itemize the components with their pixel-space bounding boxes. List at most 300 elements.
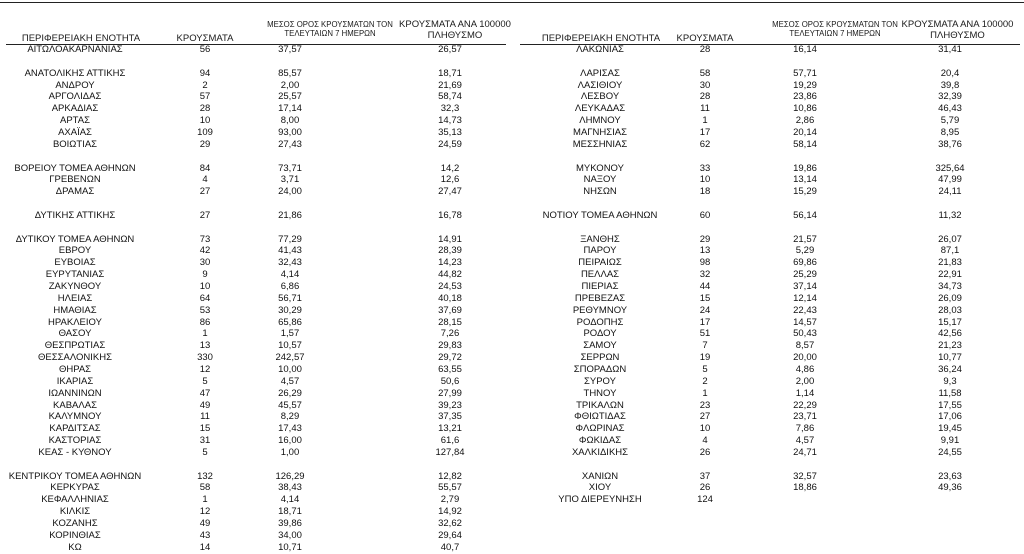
avg-cell: 32,57 [793, 470, 817, 482]
avg-cell: 50,43 [793, 328, 817, 340]
cases-cell: 13 [199, 340, 211, 352]
region-name-cell: ΑΝΔΡΟΥ [55, 79, 95, 91]
region-name-cell: ΥΠΟ ΔΙΕΡΕΥΝΗΣΗ [558, 494, 642, 506]
region-name-cell: ΦΘΙΩΤΙΔΑΣ [574, 411, 626, 423]
region-name-cell: ΔΥΤΙΚΟΥ ΤΟΜΕΑ ΑΘΗΝΩΝ [15, 233, 135, 245]
per-100000-cell: 15,17 [938, 316, 962, 328]
avg-cell: 5,29 [795, 245, 815, 257]
cases-cell: 53 [199, 304, 211, 316]
table-row [520, 281, 1024, 293]
region-name-cell: ΕΥΡΥΤΑΝΙΑΣ [45, 269, 105, 281]
avg-cell: 23,86 [793, 91, 817, 103]
table-row [520, 127, 1024, 139]
table-row [520, 423, 1024, 435]
cases-cell: 5 [202, 375, 208, 387]
cases-cell: 73 [199, 233, 211, 245]
cases-cell: 2 [202, 79, 208, 91]
per-100000-cell: 23,63 [938, 470, 962, 482]
region-name-cell: ΧΑΛΚΙΔΙΚΗΣ [571, 446, 629, 458]
per-100000-cell: 9,3 [943, 375, 957, 387]
avg-cell: 13,14 [793, 174, 817, 186]
region-name-cell: ΔΡΑΜΑΣ [55, 186, 95, 198]
region-name-cell: ΘΕΣΠΡΩΤΙΑΣ [44, 340, 106, 352]
per-100000-cell: 21,23 [938, 340, 962, 352]
header-cases: ΚΡΟΥΣΜΑΤΑ [176, 33, 234, 44]
per-100000-cell: 21,83 [938, 257, 962, 269]
per-100000-cell: 12,6 [440, 174, 460, 186]
avg-cell: 126,29 [275, 470, 305, 482]
avg-cell: 22,43 [793, 304, 817, 316]
per-100000-cell: 36,24 [938, 363, 962, 375]
region-name-cell: ΞΑΝΘΗΣ [580, 233, 620, 245]
table-row [0, 257, 510, 269]
per-100000-cell: 40,18 [438, 292, 462, 304]
cases-cell: 18 [699, 186, 711, 198]
table-row [0, 91, 510, 103]
region-name-cell: ΠΕΙΡΑΙΩΣ [578, 257, 622, 269]
avg-cell: 30,29 [278, 304, 302, 316]
per-100000-cell: 29,64 [438, 529, 462, 541]
table-row [520, 139, 1024, 151]
header-per-line2: ΠΛΗΘΥΣΜΟ [930, 30, 985, 41]
cases-cell: 4 [702, 435, 708, 447]
cases-cell: 9 [202, 269, 208, 281]
header-per-line2: ΠΛΗΘΥΣΜΟ [427, 30, 483, 41]
table-row [0, 364, 510, 376]
avg-cell: 4,57 [795, 435, 815, 447]
table-row [0, 352, 510, 364]
table-row [520, 80, 1024, 92]
table-row [520, 174, 1024, 186]
region-name-cell: ΠΙΕΡΙΑΣ [581, 281, 619, 292]
avg-cell: 2,00 [795, 375, 815, 387]
table-row [0, 234, 510, 246]
region-name-cell: ΗΡΑΚΛΕΙΟΥ [48, 316, 102, 328]
avg-cell: 7,86 [795, 423, 815, 435]
table-row [520, 471, 1024, 483]
cases-cell: 23 [699, 399, 711, 411]
per-100000-cell: 20,4 [940, 67, 960, 79]
avg-cell: 18,71 [278, 506, 302, 518]
avg-cell: 2,86 [795, 115, 815, 127]
per-100000-cell: 24,53 [438, 281, 462, 292]
table-row [520, 210, 1024, 222]
table-row [0, 305, 510, 317]
region-name-cell: ΓΡΕΒΕΝΩΝ [49, 174, 101, 186]
per-100000-cell: 14,23 [438, 257, 462, 269]
per-100000-cell: 40,7 [440, 541, 460, 553]
avg-cell: 16,14 [793, 44, 817, 55]
table-row [0, 340, 510, 352]
cases-cell: 86 [199, 316, 211, 328]
header-per-100000 [395, 19, 515, 41]
region-name-cell: ΚΑΣΤΟΡΙΑΣ [48, 435, 102, 447]
region-name-cell: ΡΕΘΥΜΝΟΥ [572, 304, 628, 316]
region-name-cell: ΤΡΙΚΑΛΩΝ [576, 399, 624, 411]
table-row [0, 127, 510, 139]
table-row [0, 328, 510, 340]
table-row [0, 411, 510, 423]
per-100000-cell: 11,32 [938, 209, 962, 221]
region-name-cell: ΛΕΥΚΑΔΑΣ [574, 103, 626, 115]
cases-cell: 84 [199, 162, 211, 174]
avg-cell: 18,86 [793, 482, 817, 494]
avg-cell: 20,00 [793, 352, 817, 364]
region-name-cell: ΛΑΡΙΣΑΣ [580, 67, 620, 79]
table-row [520, 447, 1024, 459]
per-100000-cell: 38,76 [938, 138, 962, 150]
cases-cell: 57 [199, 91, 211, 103]
table-row [520, 317, 1024, 329]
avg-cell: 26,29 [278, 387, 302, 399]
per-100000-cell: 29,72 [438, 352, 462, 364]
cases-cell: 58 [699, 67, 711, 79]
table-row [0, 293, 510, 305]
cases-cell: 33 [699, 162, 711, 174]
region-name-cell: ΚΙΛΚΙΣ [59, 506, 91, 518]
table-row [0, 68, 510, 80]
region-name-cell: ΒΟΡΕΙΟΥ ΤΟΜΕΑ ΑΘΗΝΩΝ [14, 162, 136, 174]
cases-cell: 14 [199, 541, 211, 553]
avg-cell: 69,86 [793, 257, 817, 269]
table-row [520, 245, 1024, 257]
per-100000-cell: 39,23 [438, 399, 462, 411]
region-name-cell: ΑΡΓΟΛΙΔΑΣ [48, 91, 102, 103]
cases-cell: 28 [699, 91, 711, 103]
region-name-cell: ΗΜΑΘΙΑΣ [53, 304, 97, 316]
avg-cell: 65,86 [278, 316, 302, 328]
header-region: ΠΕΡΙΦΕΡΕΙΑΚΗ ΕΝΟΤΗΤΑ [21, 33, 141, 44]
region-name-cell: ΠΡΕΒΕΖΑΣ [574, 292, 626, 304]
table-row [520, 115, 1024, 127]
table-row [520, 435, 1024, 447]
cases-cell: 11 [700, 103, 710, 115]
table-row [0, 269, 510, 281]
cases-cell: 1 [702, 115, 708, 127]
per-100000-cell: 13,21 [438, 423, 462, 435]
cases-cell: 12 [199, 363, 211, 375]
cases-cell: 1 [702, 387, 708, 399]
table-row [0, 317, 510, 329]
cases-cell: 4 [202, 174, 208, 186]
cases-cell: 42 [199, 245, 211, 257]
cases-cell: 49 [199, 518, 211, 529]
table-row [520, 388, 1024, 400]
avg-cell: 4,86 [795, 363, 815, 375]
per-100000-cell: 24,55 [938, 446, 962, 458]
per-100000-cell: 14,73 [438, 115, 462, 127]
cases-cell: 10 [699, 174, 711, 186]
cases-cell: 11 [200, 411, 210, 423]
avg-cell: 41,43 [278, 245, 302, 257]
region-name-cell: ΦΩΚΙΔΑΣ [578, 435, 622, 447]
per-100000-cell: 35,13 [438, 126, 462, 138]
avg-cell: 20,14 [793, 126, 817, 138]
table-row [0, 471, 510, 483]
region-name-cell: ΠΕΛΛΑΣ [580, 269, 620, 281]
region-name-cell: ΜΕΣΣΗΝΙΑΣ [572, 138, 628, 150]
header-avg-line1: ΜΕΣΟΣ ΟΡΟΣ ΚΡΟΥΣΜΑΤΩΝ ΤΟΝ [267, 20, 393, 29]
region-name-cell: ΑΧΑΪΑΣ [58, 126, 92, 138]
per-100000-cell: 9,91 [940, 435, 960, 447]
avg-cell: 77,29 [278, 233, 302, 245]
cases-cell: 17 [699, 126, 711, 138]
per-100000-cell: 61,6 [440, 435, 460, 447]
table-row [0, 115, 510, 127]
avg-cell: 37,57 [278, 44, 302, 55]
table-row [520, 328, 1024, 340]
region-name-cell: ΛΗΜΝΟΥ [579, 115, 621, 127]
per-100000-cell: 12,82 [438, 470, 462, 482]
table-row [520, 494, 1024, 506]
cases-cell: 29 [699, 233, 711, 245]
region-name-cell: ΗΛΕΙΑΣ [57, 292, 93, 304]
cases-cell: 49 [199, 399, 211, 411]
per-100000-cell: 26,57 [438, 44, 462, 55]
table-row [0, 163, 510, 175]
cases-cell: 37 [699, 470, 711, 482]
per-100000-cell: 14,92 [438, 506, 462, 518]
avg-cell: 58,14 [793, 138, 817, 150]
header-avg-line2: ΤΕΛΕΥΤΑΙΩΝ 7 ΗΜΕΡΩΝ [284, 29, 376, 38]
region-name-cell: ΝΗΣΩΝ [583, 186, 617, 198]
avg-cell: 27,43 [278, 138, 302, 150]
region-name-cell: ΛΕΣΒΟΥ [580, 91, 620, 103]
cases-cell: 2 [702, 375, 708, 387]
table-row [520, 91, 1024, 103]
region-name-cell: ΡΟΔΟΠΗΣ [576, 316, 624, 328]
region-name-cell: ΛΑΚΩΝΙΑΣ [576, 44, 624, 55]
avg-cell: 8,00 [280, 115, 300, 127]
cases-cell: 330 [197, 352, 213, 364]
table-row [520, 411, 1024, 423]
per-100000-cell: 28,03 [938, 304, 962, 316]
avg-cell: 10,86 [793, 103, 817, 115]
avg-cell: 14,57 [793, 316, 817, 328]
table-row [0, 103, 510, 115]
per-100000-cell: 19,45 [938, 423, 962, 435]
per-100000-cell: 32,39 [938, 91, 962, 103]
table-row [520, 293, 1024, 305]
cases-cell: 62 [699, 138, 711, 150]
avg-cell: 1,00 [280, 446, 300, 458]
header-per-line1: ΚΡΟΥΣΜΑΤΑ ΑΝΑ 100000 [901, 19, 1014, 30]
table-row [0, 447, 510, 459]
table-row [0, 174, 510, 186]
avg-cell: 2,00 [280, 79, 300, 91]
per-100000-cell: 44,82 [438, 269, 462, 281]
region-name-cell: ΙΩΑΝΝΙΝΩΝ [48, 387, 102, 399]
avg-cell: 1,14 [795, 387, 815, 399]
table-row [520, 352, 1024, 364]
avg-cell: 3,71 [280, 174, 300, 186]
cases-cell: 24 [699, 304, 711, 316]
region-name-cell: ΒΟΙΩΤΙΑΣ [52, 138, 98, 150]
per-100000-cell: 37,35 [438, 411, 462, 423]
region-name-cell: ΖΑΚΥΝΘΟΥ [48, 281, 102, 292]
per-100000-cell: 39,8 [940, 79, 960, 91]
cases-cell: 1 [202, 494, 208, 506]
table-row [520, 269, 1024, 281]
region-name-cell: ΚΕΑΣ - ΚΥΘΝΟΥ [38, 446, 112, 458]
per-100000-cell: 325,64 [935, 162, 965, 174]
cases-cell: 109 [197, 126, 213, 138]
avg-cell: 10,57 [278, 340, 302, 352]
cases-cell: 51 [699, 328, 711, 340]
per-100000-cell: 18,71 [438, 67, 462, 79]
table-row [0, 186, 510, 198]
per-100000-cell: 34,73 [938, 281, 962, 292]
table-row [0, 423, 510, 435]
table-row [520, 44, 1024, 56]
avg-cell: 39,86 [278, 518, 302, 529]
avg-cell: 10,00 [278, 363, 302, 375]
region-name-cell: ΚΟΖΑΝΗΣ [52, 518, 98, 529]
per-100000-cell: 7,26 [440, 328, 460, 340]
region-name-cell: ΣΥΡΟΥ [584, 375, 616, 387]
per-100000-cell: 17,55 [938, 399, 962, 411]
table-row [0, 210, 510, 222]
region-name-cell: ΜΑΓΝΗΣΙΑΣ [573, 126, 627, 138]
region-name-cell: ΕΥΒΟΙΑΣ [54, 257, 96, 269]
cases-cell: 1 [202, 328, 208, 340]
table-row [0, 281, 510, 293]
region-name-cell: ΚΕΡΚΥΡΑΣ [50, 482, 100, 494]
avg-cell: 73,71 [278, 162, 302, 174]
cases-cell: 10 [699, 423, 711, 435]
per-100000-cell: 5,79 [940, 115, 960, 127]
avg-cell: 38,43 [278, 482, 302, 494]
header-region: ΠΕΡΙΦΕΡΕΙΑΚΗ ΕΝΟΤΗΤΑ [541, 33, 661, 44]
table-row [520, 482, 1024, 494]
cases-cell: 15 [699, 292, 711, 304]
table-row [520, 163, 1024, 175]
table-row [0, 80, 510, 92]
per-100000-cell: 55,57 [438, 482, 462, 494]
table-row [520, 376, 1024, 388]
avg-cell: 32,43 [278, 257, 302, 269]
per-100000-cell: 28,39 [438, 245, 462, 257]
header-per-100000 [895, 19, 1020, 41]
table-row [0, 494, 510, 506]
avg-cell: 1,57 [280, 328, 300, 340]
region-name-cell: ΦΛΩΡΙΝΑΣ [575, 423, 625, 435]
region-name-cell: ΕΒΡΟΥ [58, 245, 92, 257]
cases-cell: 26 [699, 446, 711, 458]
cases-cell: 30 [699, 79, 711, 91]
cases-cell: 15 [199, 423, 211, 435]
region-name-cell: ΡΟΔΟΥ [583, 328, 617, 340]
per-100000-cell: 28,15 [438, 316, 462, 328]
avg-cell: 17,43 [278, 423, 302, 435]
cases-cell: 27 [699, 411, 711, 423]
region-name-cell: ΚΕΝΤΡΙΚΟΥ ΤΟΜΕΑ ΑΘΗΝΩΝ [8, 470, 142, 482]
cases-cell: 31 [199, 435, 211, 447]
region-name-cell: ΠΑΡΟΥ [583, 245, 617, 257]
avg-cell: 4,57 [280, 375, 300, 387]
avg-cell: 25,57 [278, 91, 302, 103]
per-100000-cell: 8,95 [940, 126, 960, 138]
avg-cell: 24,00 [278, 186, 302, 198]
region-name-cell: ΛΑΣΙΘΙΟΥ [577, 79, 623, 91]
per-100000-cell: 49,36 [938, 482, 962, 494]
cases-cell: 98 [699, 257, 711, 269]
per-100000-cell: 11,58 [938, 387, 962, 399]
header-cases: ΚΡΟΥΣΜΑΤΑ [676, 33, 734, 44]
avg-cell: 23,71 [793, 411, 817, 423]
avg-cell: 57,71 [793, 67, 817, 79]
region-name-cell: ΝΑΞΟΥ [583, 174, 617, 186]
cases-cell: 5 [202, 446, 208, 458]
header-avg-7-days [760, 20, 910, 38]
avg-cell: 16,00 [278, 435, 302, 447]
cases-cell: 12 [199, 506, 211, 518]
avg-cell: 21,57 [793, 233, 817, 245]
per-100000-cell: 32,3 [440, 103, 460, 115]
top-border-line [0, 2, 1024, 3]
per-100000-cell: 37,69 [438, 304, 462, 316]
avg-cell: 242,57 [275, 352, 305, 364]
cases-cell: 29 [199, 138, 211, 150]
table-row [520, 257, 1024, 269]
table-row [0, 245, 510, 257]
avg-cell: 8,57 [795, 340, 815, 352]
per-100000-cell: 127,84 [435, 446, 465, 458]
per-100000-cell: 26,09 [938, 292, 962, 304]
avg-cell: 17,14 [278, 103, 302, 115]
region-name-cell: ΝΟΤΙΟΥ ΤΟΜΕΑ ΑΘΗΝΩΝ [542, 209, 658, 221]
cases-cell: 60 [699, 209, 711, 221]
per-100000-cell: 22,91 [938, 269, 962, 281]
per-100000-cell: 2,79 [440, 494, 460, 506]
cases-cell: 17 [699, 316, 711, 328]
avg-cell: 34,00 [278, 529, 302, 541]
per-100000-cell: 27,99 [438, 387, 462, 399]
table-row [0, 139, 510, 151]
table-row [520, 340, 1024, 352]
region-name-cell: ΔΥΤΙΚΗΣ ΑΤΤΙΚΗΣ [34, 209, 116, 221]
per-100000-cell: 26,07 [938, 233, 962, 245]
per-100000-cell: 47,99 [938, 174, 962, 186]
header-avg-line1: ΜΕΣΟΣ ΟΡΟΣ ΚΡΟΥΣΜΑΤΩΝ ΤΟΝ [772, 20, 898, 29]
table-row [520, 234, 1024, 246]
avg-cell: 45,57 [278, 399, 302, 411]
cases-cell: 94 [199, 67, 211, 79]
table-row [0, 44, 510, 56]
cases-cell: 124 [697, 494, 713, 506]
per-100000-cell: 14,2 [440, 162, 460, 174]
avg-cell: 12,14 [793, 292, 817, 304]
per-100000-cell: 58,74 [438, 91, 462, 103]
region-name-cell: ΣΑΜΟΥ [583, 340, 617, 352]
region-name-cell: ΚΑΛΥΜΝΟΥ [48, 411, 102, 423]
region-name-cell: ΧΙΟΥ [588, 482, 612, 494]
table-row [520, 364, 1024, 376]
avg-cell: 24,71 [793, 446, 817, 458]
cases-cell: 7 [702, 340, 708, 352]
table-row [520, 68, 1024, 80]
cases-cell: 132 [197, 470, 213, 482]
per-100000-cell: 46,43 [938, 103, 962, 115]
cases-cell: 28 [199, 103, 211, 115]
cases-cell: 30 [199, 257, 211, 269]
cases-cell: 27 [199, 186, 211, 198]
cases-cell: 47 [199, 387, 211, 399]
cases-cell: 44 [699, 281, 711, 292]
cases-cell: 19 [699, 352, 711, 364]
region-name-cell: ΚΟΡΙΝΘΙΑΣ [49, 529, 101, 541]
table-row [0, 400, 510, 412]
